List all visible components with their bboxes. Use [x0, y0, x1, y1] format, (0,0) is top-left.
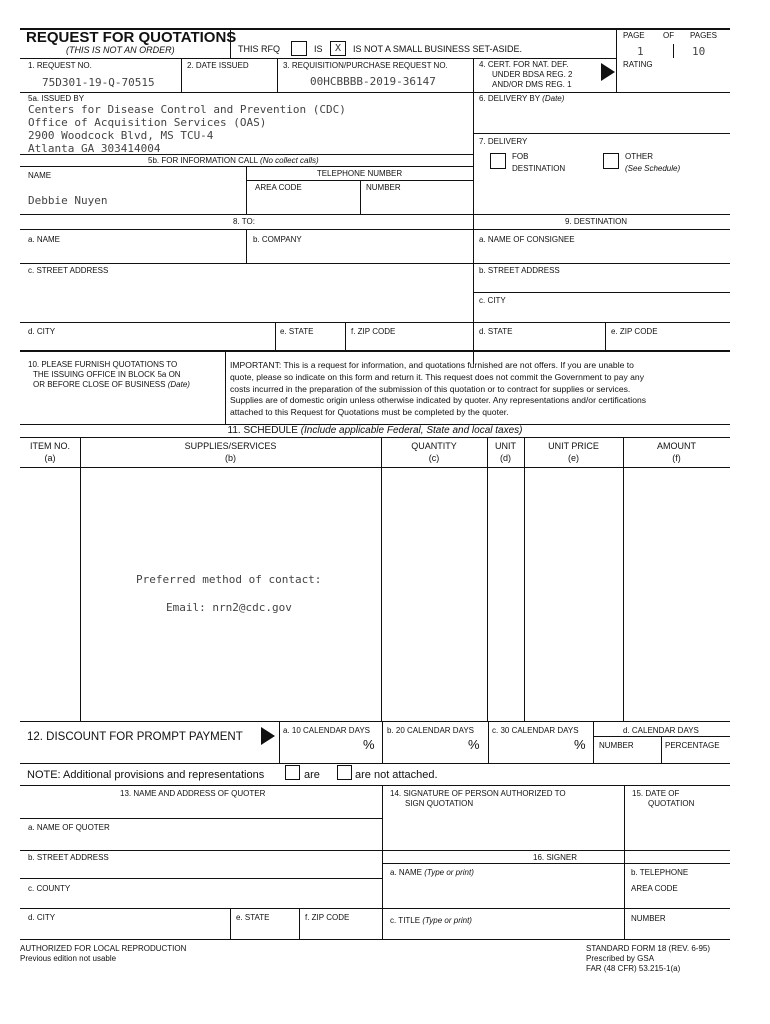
dest-city-label: c. CITY: [479, 296, 506, 305]
contact-name-value[interactable]: Debbie Nuyen: [28, 194, 108, 207]
contact-method-line: Preferred method of contact:: [136, 573, 322, 586]
is-label: IS: [314, 44, 323, 54]
setaside-text: IS NOT A SMALL BUSINESS SET-ASIDE.: [353, 44, 523, 54]
other-checkbox[interactable]: [603, 153, 619, 169]
signer-phone-label: b. TELEPHONE: [631, 868, 689, 877]
discount-20-days-label: b. 20 CALENDAR DAYS: [387, 726, 474, 735]
important-line-3: costs incurred in the preparation of the submission of this quotation or to contract for supplies or services.: [230, 384, 631, 394]
dest-state-label: d. STATE: [479, 327, 513, 336]
signer-name-text: a. NAME: [390, 868, 423, 877]
to-city-label: d. CITY: [28, 327, 56, 336]
delivery-label: 7. DELIVERY: [479, 137, 528, 146]
page-value: 1: [637, 45, 644, 58]
col-header-item-no: [20, 440, 80, 464]
discount-10-percent[interactable]: %: [363, 737, 375, 752]
pages-label: PAGES: [690, 31, 717, 40]
col-label: UNIT PRICE: [548, 441, 599, 451]
issued-by-line-1: Centers for Disease Control and Prevention (CDC): [28, 103, 346, 116]
consignee-label: a. NAME OF CONSIGNEE: [479, 235, 575, 244]
quoter-county-label: c. COUNTY: [28, 884, 71, 893]
pages-value: 10: [692, 45, 706, 58]
issued-by-line-4: Atlanta GA 303414004: [28, 142, 161, 155]
signer-number-label: NUMBER: [631, 914, 666, 923]
note-are-not: are not attached.: [355, 769, 438, 781]
schedule-amount-field[interactable]: [624, 468, 729, 720]
col-label: QUANTITY: [411, 441, 457, 451]
contact-name-label: NAME: [28, 171, 52, 180]
quoter-street-label: b. STREET ADDRESS: [28, 853, 109, 862]
important-line-2: quote, please so indicate on this form and return it. This request does not commit the Government to pay any: [230, 372, 644, 382]
dest-zip-label: e. ZIP CODE: [611, 327, 658, 336]
to-company-label: b. COMPANY: [253, 235, 302, 244]
cert-line-3: AND/OR DMS REG. 1: [492, 80, 572, 89]
schedule-title: [20, 425, 730, 437]
col-sub: (b): [225, 453, 236, 463]
important-line-1: IMPORTANT: This is a request for information, and quotations furnished are not offers. If you are unable to: [230, 360, 634, 370]
fob-destination-checkbox[interactable]: [490, 153, 506, 169]
block10-line-1: 10. PLEASE FURNISH QUOTATIONS TO: [28, 360, 178, 369]
info-call-text: 5b. FOR INFORMATION CALL: [148, 156, 258, 165]
signer-label: 16. SIGNER: [533, 853, 578, 862]
signer-title-text: c. TITLE: [390, 916, 421, 925]
block10-line-2: THE ISSUING OFFICE IN BLOCK 5a ON: [33, 370, 181, 379]
schedule-unit-field[interactable]: [488, 468, 523, 720]
block10-date-note: (Date): [167, 380, 190, 389]
footer-right-line-3: FAR (48 CFR) 53.215-1(a): [586, 964, 681, 973]
important-line-4: Supplies are of domestic origin unless otherwise indicated by quoter. Any representations and/or certifications: [230, 395, 647, 405]
col-label: AMOUNT: [657, 441, 696, 451]
block10-line-3-text: OR BEFORE CLOSE OF BUSINESS: [33, 380, 166, 389]
setaside-checkbox[interactable]: [291, 41, 307, 56]
col-header-unit: [487, 440, 524, 464]
date-issued-field[interactable]: [182, 70, 276, 91]
other-label: OTHER: [625, 152, 653, 161]
checkbox-mark: X: [334, 43, 342, 54]
dest-street-label: b. STREET ADDRESS: [479, 266, 560, 275]
signature-field[interactable]: [383, 812, 623, 849]
this-rfq-label: THIS RFQ: [238, 44, 280, 54]
schedule-item-field[interactable]: [21, 468, 79, 720]
signer-name-field[interactable]: [383, 879, 623, 907]
col-label: ITEM NO.: [30, 441, 70, 451]
arrow-right-icon: [261, 727, 275, 745]
quotation-date-label-2: QUOTATION: [648, 799, 695, 808]
quoter-section-label: 13. NAME AND ADDRESS OF QUOTER: [120, 789, 266, 798]
requisition-value[interactable]: 00HCBBBB-2019-36147: [310, 75, 436, 88]
schedule-supplies-field[interactable]: [81, 468, 380, 720]
issued-by-label: 5a. ISSUED BY: [28, 94, 85, 103]
not-setaside-checkbox[interactable]: [330, 41, 346, 56]
signature-label-2: SIGN QUOTATION: [405, 799, 474, 808]
signer-title-field[interactable]: [383, 909, 623, 938]
discount-30-percent[interactable]: %: [574, 737, 586, 752]
discount-10-days-label: a. 10 CALENDAR DAYS: [283, 726, 370, 735]
discount-percentage-label: PERCENTAGE: [665, 741, 720, 750]
col-header-unit-price: [524, 440, 623, 464]
quoter-name-field[interactable]: [21, 833, 381, 849]
signer-name-label: [390, 868, 474, 878]
telephone-label: TELEPHONE NUMBER: [316, 169, 403, 178]
delivery-by-label: [479, 94, 564, 104]
col-sub: (a): [44, 453, 56, 463]
quoter-county-field[interactable]: [21, 894, 381, 907]
col-header-quantity: [381, 440, 487, 464]
quotation-date-label-1: 15. DATE OF: [632, 789, 680, 798]
important-line-5: attached to this Request for Quotations must be completed by the quoter.: [230, 407, 509, 417]
other-schedule-label: (See Schedule): [625, 164, 681, 173]
discount-30-days-label: c. 30 CALENDAR DAYS: [492, 726, 579, 735]
to-street-label: c. STREET ADDRESS: [28, 266, 109, 275]
destination-label: 9. DESTINATION: [565, 217, 628, 226]
block10-line-3: [33, 380, 190, 390]
footer-right-line-1: STANDARD FORM 18 (REV. 6-95): [586, 944, 711, 953]
of-label: OF: [663, 31, 675, 40]
col-sub: (f): [672, 453, 681, 463]
delivery-by-date-note: (Date): [542, 94, 565, 103]
phone-number-field[interactable]: [361, 193, 472, 213]
quotation-date-field[interactable]: [625, 812, 729, 849]
signer-name-note: (Type or print): [424, 868, 474, 877]
delivery-by-text: 6. DELIVERY BY: [479, 94, 540, 103]
quoter-state-label: e. STATE: [236, 913, 270, 922]
col-label: UNIT: [495, 441, 516, 451]
issued-by-line-3: 2900 Woodcock Blvd, MS TCU-4: [28, 129, 214, 142]
footer-left-line-2: Previous edition not usable: [20, 954, 117, 963]
schedule-unit-price-field[interactable]: [525, 468, 622, 720]
schedule-quantity-field[interactable]: [382, 468, 486, 720]
signature-label-1: 14. SIGNATURE OF PERSON AUTHORIZED TO: [390, 789, 566, 798]
note-text: NOTE: Additional provisions and representations: [27, 769, 265, 781]
schedule-title-text: 11. SCHEDULE: [227, 425, 298, 436]
arrow-right-icon: [601, 63, 615, 81]
discount-20-percent[interactable]: %: [468, 737, 480, 752]
note-are: are: [304, 769, 320, 781]
discount-calendar-days-label: d. CALENDAR DAYS: [623, 726, 699, 735]
info-call-label: [148, 156, 319, 166]
col-sub: (e): [568, 453, 579, 463]
col-sub: (c): [428, 453, 440, 463]
fob-destination-label: DESTINATION: [512, 164, 566, 173]
to-name-label: a. NAME: [28, 235, 61, 244]
close-of-business-date-field[interactable]: [22, 395, 222, 422]
signer-title-note: (Type or print): [422, 916, 472, 925]
info-call-note: (No collect calls): [260, 156, 319, 165]
page-label: PAGE: [623, 31, 645, 40]
discount-label: 12. DISCOUNT FOR PROMPT PAYMENT: [27, 731, 243, 743]
quoter-zip-label: f. ZIP CODE: [305, 913, 350, 922]
cert-line-2: UNDER BDSA REG. 2: [492, 70, 573, 79]
provisions-are-checkbox[interactable]: [285, 765, 300, 780]
schedule-title-note: (Include applicable Federal, State and local taxes): [300, 425, 523, 436]
footer-left-line-1: AUTHORIZED FOR LOCAL REPRODUCTION: [20, 944, 187, 953]
footer-right-line-2: Prescribed by GSA: [586, 954, 655, 963]
rating-label: RATING: [623, 60, 653, 69]
delivery-by-field[interactable]: [474, 105, 729, 132]
col-header-supplies: [80, 440, 381, 464]
to-state-label: e. STATE: [280, 327, 314, 336]
col-label: SUPPLIES/SERVICES: [184, 441, 277, 451]
fob-label: FOB: [512, 152, 529, 161]
contact-email-line: Email: nrn2@cdc.gov: [166, 601, 292, 614]
to-label: 8. TO:: [233, 217, 255, 226]
area-code-label: AREA CODE: [255, 183, 302, 192]
area-code-field[interactable]: [247, 193, 359, 213]
quoter-city-label: d. CITY: [28, 913, 56, 922]
requisition-label: 3. REQUISITION/PURCHASE REQUEST NO.: [283, 61, 448, 70]
col-sub: (d): [500, 453, 511, 463]
quoter-street-field[interactable]: [21, 863, 381, 877]
col-header-amount: [623, 440, 730, 464]
date-issued-label: 2. DATE ISSUED: [187, 61, 249, 70]
cert-line-1: 4. CERT. FOR NAT. DEF.: [479, 60, 569, 69]
to-zip-label: f. ZIP CODE: [351, 327, 396, 336]
form-title: REQUEST FOR QUOTATIONS: [26, 29, 237, 46]
form-subtitle: (THIS IS NOT AN ORDER): [66, 45, 175, 55]
provisions-are-not-checkbox[interactable]: [337, 765, 352, 780]
signer-area-code-label: AREA CODE: [631, 884, 678, 893]
number-label: NUMBER: [366, 183, 401, 192]
issued-by-line-2: Office of Acquisition Services (OAS): [28, 116, 267, 129]
quoter-name-label: a. NAME OF QUOTER: [28, 823, 110, 832]
request-no-label: 1. REQUEST NO.: [28, 61, 92, 70]
discount-number-label: NUMBER: [599, 741, 634, 750]
request-no-value[interactable]: 75D301-19-Q-70515: [42, 76, 155, 89]
